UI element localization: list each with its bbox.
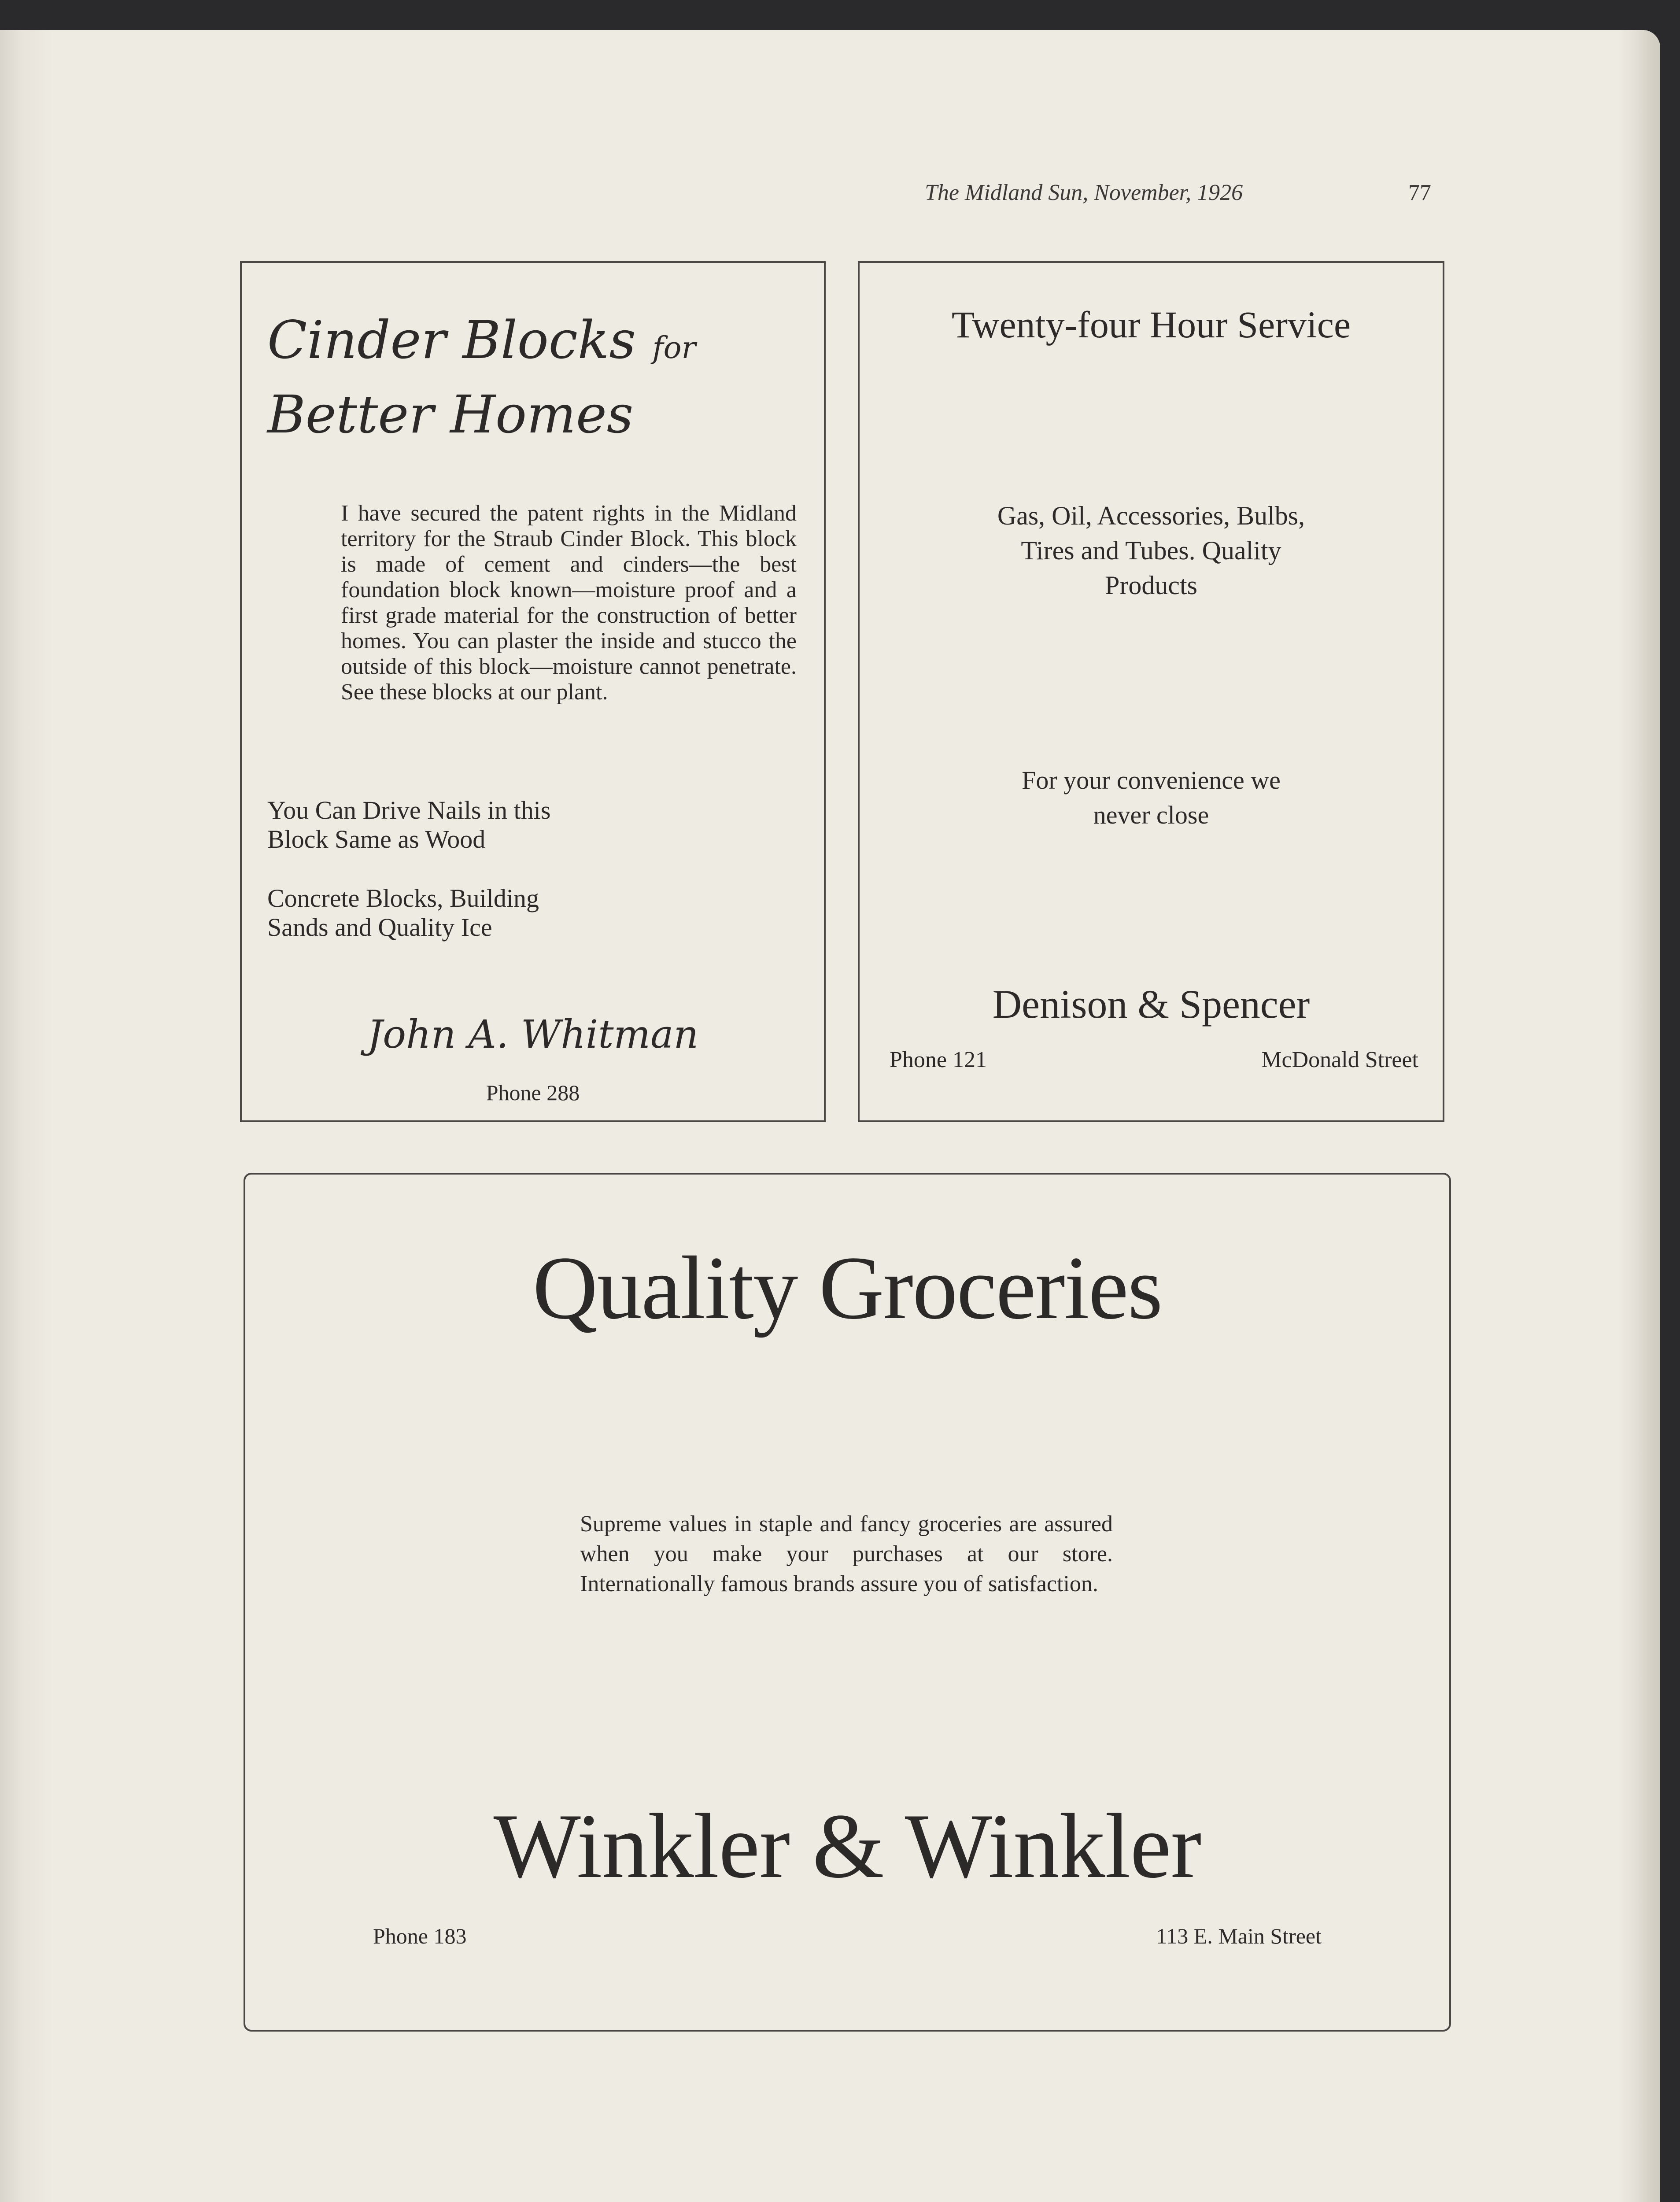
ad-service-products-line3: Products	[1105, 571, 1197, 600]
ad-service-products-line1: Gas, Oil, Accessories, Bulbs,	[997, 501, 1305, 530]
ad-grocery-body: Supreme values in staple and fancy groceries are assured when you make your purchases at our store. Internationally famous brands assure you of satisfaction.	[580, 1511, 1113, 1596]
ad-service-convenience-line2: never close	[1093, 801, 1209, 829]
ad-cinder-concrete-text	[267, 884, 796, 942]
ad-cinder-phone: Phone 288	[486, 1080, 580, 1105]
page-spine	[0, 30, 53, 2202]
ad-grocery-phone: Phone 183	[373, 1924, 467, 1948]
ad-cinder-title	[267, 307, 696, 447]
ad-cinder-blocks	[240, 261, 826, 1122]
ad-cinder-nails-text	[267, 796, 796, 854]
ad-cinder-title-line1: Cinder Blocks	[267, 310, 636, 370]
ad-grocery-street: 113 E. Main Street	[1156, 1924, 1322, 1948]
ad-service-convenience-line1: For your convenience we	[1022, 766, 1281, 794]
ad-cinder-nails-line2: Block Same as Wood	[267, 825, 486, 853]
ad-twenty-four-hour-service	[858, 261, 1444, 1122]
ad-grocery-title: Quality Groceries	[532, 1238, 1162, 1338]
ad-service-products-line2: Tires and Tubes. Quality	[1021, 536, 1281, 565]
running-head	[925, 180, 1431, 206]
ad-service-convenience	[860, 763, 1443, 832]
ad-cinder-concrete-line1: Concrete Blocks, Building	[267, 884, 539, 913]
ad-grocery-firm-name: Winkler & Winkler	[493, 1795, 1201, 1897]
ad-quality-groceries	[244, 1173, 1451, 2032]
ad-service-street: McDonald Street	[1261, 1047, 1418, 1072]
ad-cinder-signature: John A. Whitman	[367, 1012, 699, 1057]
magazine-page	[0, 30, 1660, 2202]
ad-service-phone: Phone 121	[890, 1047, 987, 1072]
ad-cinder-title-for: for	[652, 331, 696, 366]
running-title: The Midland Sun, November, 1926	[925, 180, 1243, 205]
page-edge	[1618, 30, 1660, 2202]
ad-service-products	[860, 499, 1443, 603]
ad-cinder-title-line2: Better Homes	[267, 384, 634, 445]
page-number: 77	[1408, 180, 1431, 205]
ad-cinder-nails-line1: You Can Drive Nails in this	[267, 796, 551, 824]
ad-service-firm-name: Denison & Spencer	[992, 982, 1310, 1027]
ad-cinder-body: I have secured the patent rights in the Midland territory for the Straub Cinder Block. This block is made of cement and cinders—the best foundation block known—moisture proof and a first grade material for the construction of better homes. You can plaster the inside and stucco the outside of this block—moisture cannot penetrate. See these blocks at our plant.	[341, 501, 797, 705]
ad-service-title: Twenty-four Hour Service	[951, 303, 1351, 346]
ad-cinder-concrete-line2: Sands and Quality Ice	[267, 913, 492, 942]
